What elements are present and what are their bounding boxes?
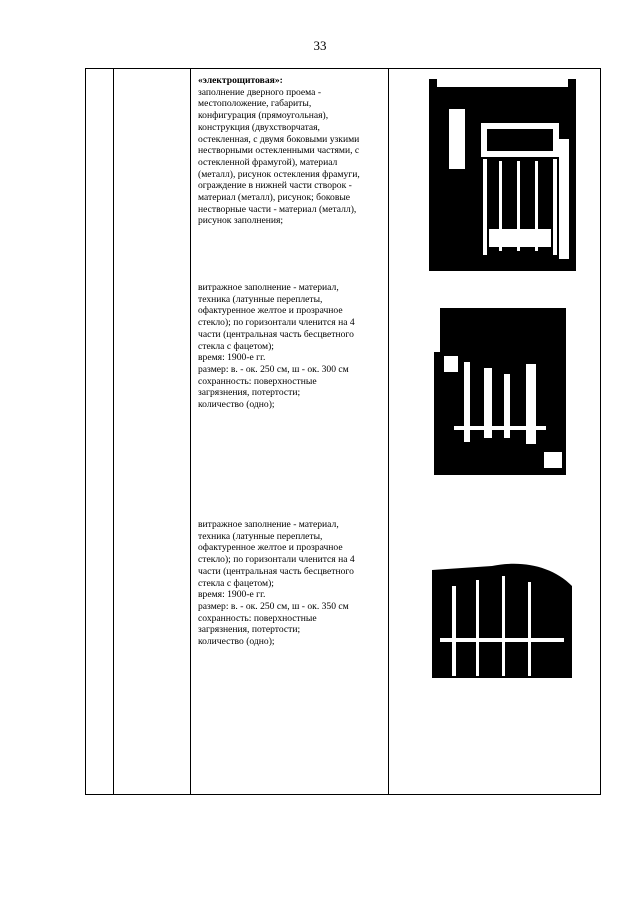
photo-door-opening (429, 79, 576, 271)
photo-stained-glass-2 (432, 546, 572, 694)
entry-text: заполнение дверного проема - местоположение, габариты, конфигурация (прямоугольная), конструкция (двухстворчатая, остекленная, с двумя боковыми узкими нестворными остекленными частями, с остекленной фрамугой), материал (металл), рисунок остекления фрамуги, ограждение в нижней части створок - материал (металл), рисунок; боковые нестворные части - материал (металл), рисунок заполнения; (198, 86, 360, 227)
page-number: 33 (313, 38, 327, 53)
entry-description (198, 282, 384, 411)
entry-text: витражное заполнение - материал, техника (латунные переплеты, офактуренное желтое и прозрачное стекло); по горизонтали членится на 4 части (центральная часть бесцветного стекла с фацетом); время: 1900-е гг. размер: в. - ок. 250 см, ш - ок. 300 см сохранность: поверхностные загрязнения, потертости; количество (одно); (198, 282, 355, 411)
entry-description (198, 75, 384, 227)
entry-description (198, 519, 384, 648)
column-divider (190, 69, 191, 794)
entry-text: витражное заполнение - материал, техника (латунные переплеты, офактуренное желтое и прозрачное стекло); по горизонтали членится на 4 части (центральная часть бесцветного стекла с фацетом); время: 1900-е гг. размер: в. - ок. 250 см, ш - ок. 350 см сохранность: поверхностные загрязнения, потертости; количество (одно); (198, 519, 355, 648)
object-table (85, 68, 601, 795)
photo-stained-glass-1 (434, 302, 566, 475)
column-divider (113, 69, 114, 794)
column-divider (388, 69, 389, 794)
entry-heading: «электрощитовая»: (198, 75, 283, 86)
